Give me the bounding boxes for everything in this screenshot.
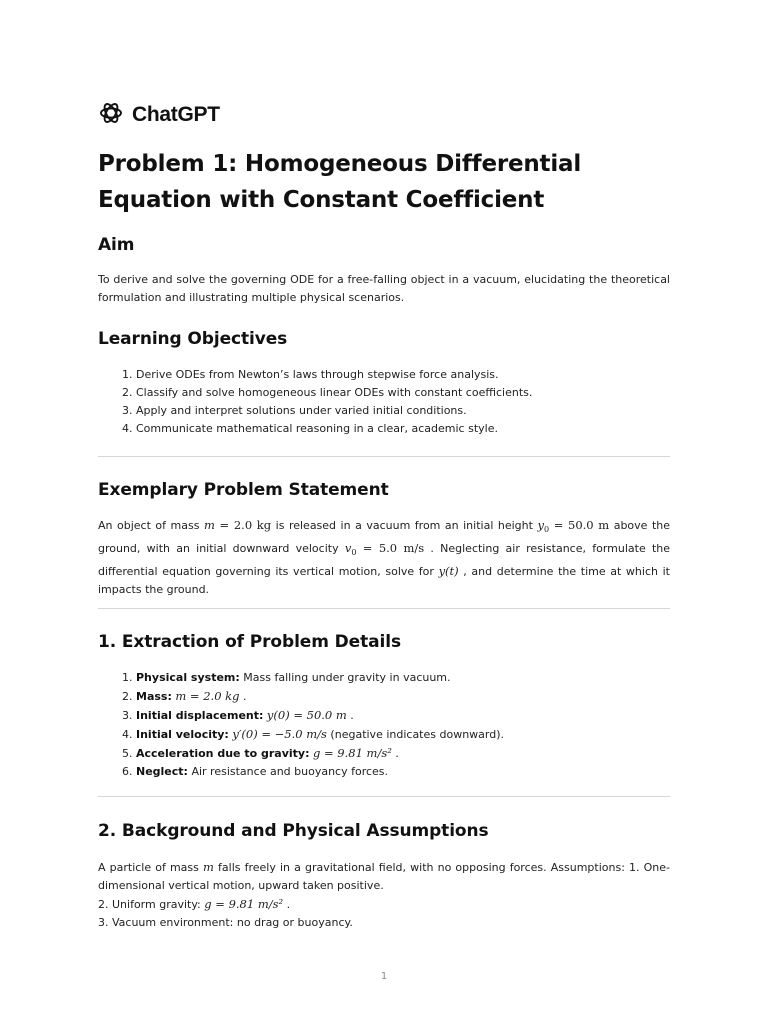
list-item: 3. Apply and interpret solutions under varied initial conditions. [136,402,670,420]
extraction-list [98,669,670,781]
velocity-variable: v [344,541,352,556]
background-text-part: 2. Uniform gravity: [98,898,205,911]
brand-name: ChatGPT [132,103,220,126]
item-text: Mass falling under gravity in vacuum. [239,671,451,684]
statement-text-part: is released in a vacuum from an initial height [271,519,538,532]
list-item [136,687,670,706]
list-item [136,763,670,781]
item-label: Physical system: [136,671,240,684]
item-label: Mass: [136,690,172,703]
item-tail: . [346,709,354,722]
list-item [136,725,670,744]
background-heading: 2. Background and Physical Assumptions [98,821,489,841]
list-item [136,669,670,687]
objectives-heading: Learning Objectives [98,329,288,349]
height-variable: y [537,518,544,532]
statement-text-part: , and determine the time at which it impacts the ground. [98,565,670,597]
list-item: 2. Classify and solve homogeneous linear ODEs with constant coefficients. [136,384,670,402]
item-label: Acceleration due to gravity: [136,747,310,760]
item-math: m = 2.0 kg [175,689,240,703]
item-tail: . [239,690,247,703]
item-label: Neglect: [136,765,188,778]
background-text-part: falls freely in a gravitational field, with no opposing forces. Assumptions: 1. One-dimensional vertical motion, upward taken positive. [98,861,670,892]
extraction-heading: 1. Extraction of Problem Details [98,632,401,652]
gravity-math: g = 9.81 m/s² [204,897,284,911]
velocity-value: = 5.0 m/s [356,541,425,556]
list-item: 1. Derive ODEs from Newton’s laws through stepwise force analysis. [136,366,670,384]
position-function: y(t) [438,564,459,579]
statement-text [98,516,670,599]
item-math: g = 9.81 m/s² [312,746,392,760]
height-value: = 50.0 m [549,518,610,532]
brand-header [98,100,220,130]
height-subscript: 0 [543,525,550,535]
item-text: Air resistance and buoyancy forces. [187,765,389,778]
velocity-subscript: 0 [351,548,357,558]
openai-logo-icon [98,100,124,130]
item-tail: . [391,747,399,760]
aim-heading: Aim [98,235,135,255]
section-divider [98,456,670,457]
item-math: y′(0) = −5.0 m/s [232,727,327,741]
page-number: 1 [380,971,388,982]
background-text-part: . [283,898,291,911]
statement-text-part: An object of mass [98,519,200,532]
statement-text-part: above the ground, with an initial downward velocity [98,519,671,556]
background-text-part: A particle of mass [98,861,203,874]
section-divider [98,796,670,797]
aim-text: To derive and solve the governing ODE for a free-falling object in a vacuum, elucidating the theoretical formulation and illustrating multiple physical scenarios. [98,273,670,304]
mass-value: = 2.0 kg [214,518,272,532]
item-tail: (negative indicates downward). [326,728,505,741]
statement-text-part: . Neglecting air resistance, formulate the differential equation governing its vertical motion, solve for [98,542,671,579]
list-item [136,744,670,763]
list-item [136,706,670,725]
list-item: 4. Communicate mathematical reasoning in a clear, academic style. [136,420,670,438]
section-divider [98,608,670,609]
page-title: Problem 1: Homogeneous Differential Equation with Constant Coefficient [98,151,582,213]
background-text-part: 3. Vacuum environment: no drag or buoyancy. [98,916,353,929]
objectives-list [98,366,670,438]
background-text [98,858,670,932]
mass-variable: m [203,860,214,874]
item-math: y(0) = 50.0 m [266,708,347,722]
statement-heading: Exemplary Problem Statement [98,480,389,500]
item-label: Initial displacement: [136,709,264,722]
mass-variable: m [203,518,215,532]
item-label: Initial velocity: [136,728,229,741]
